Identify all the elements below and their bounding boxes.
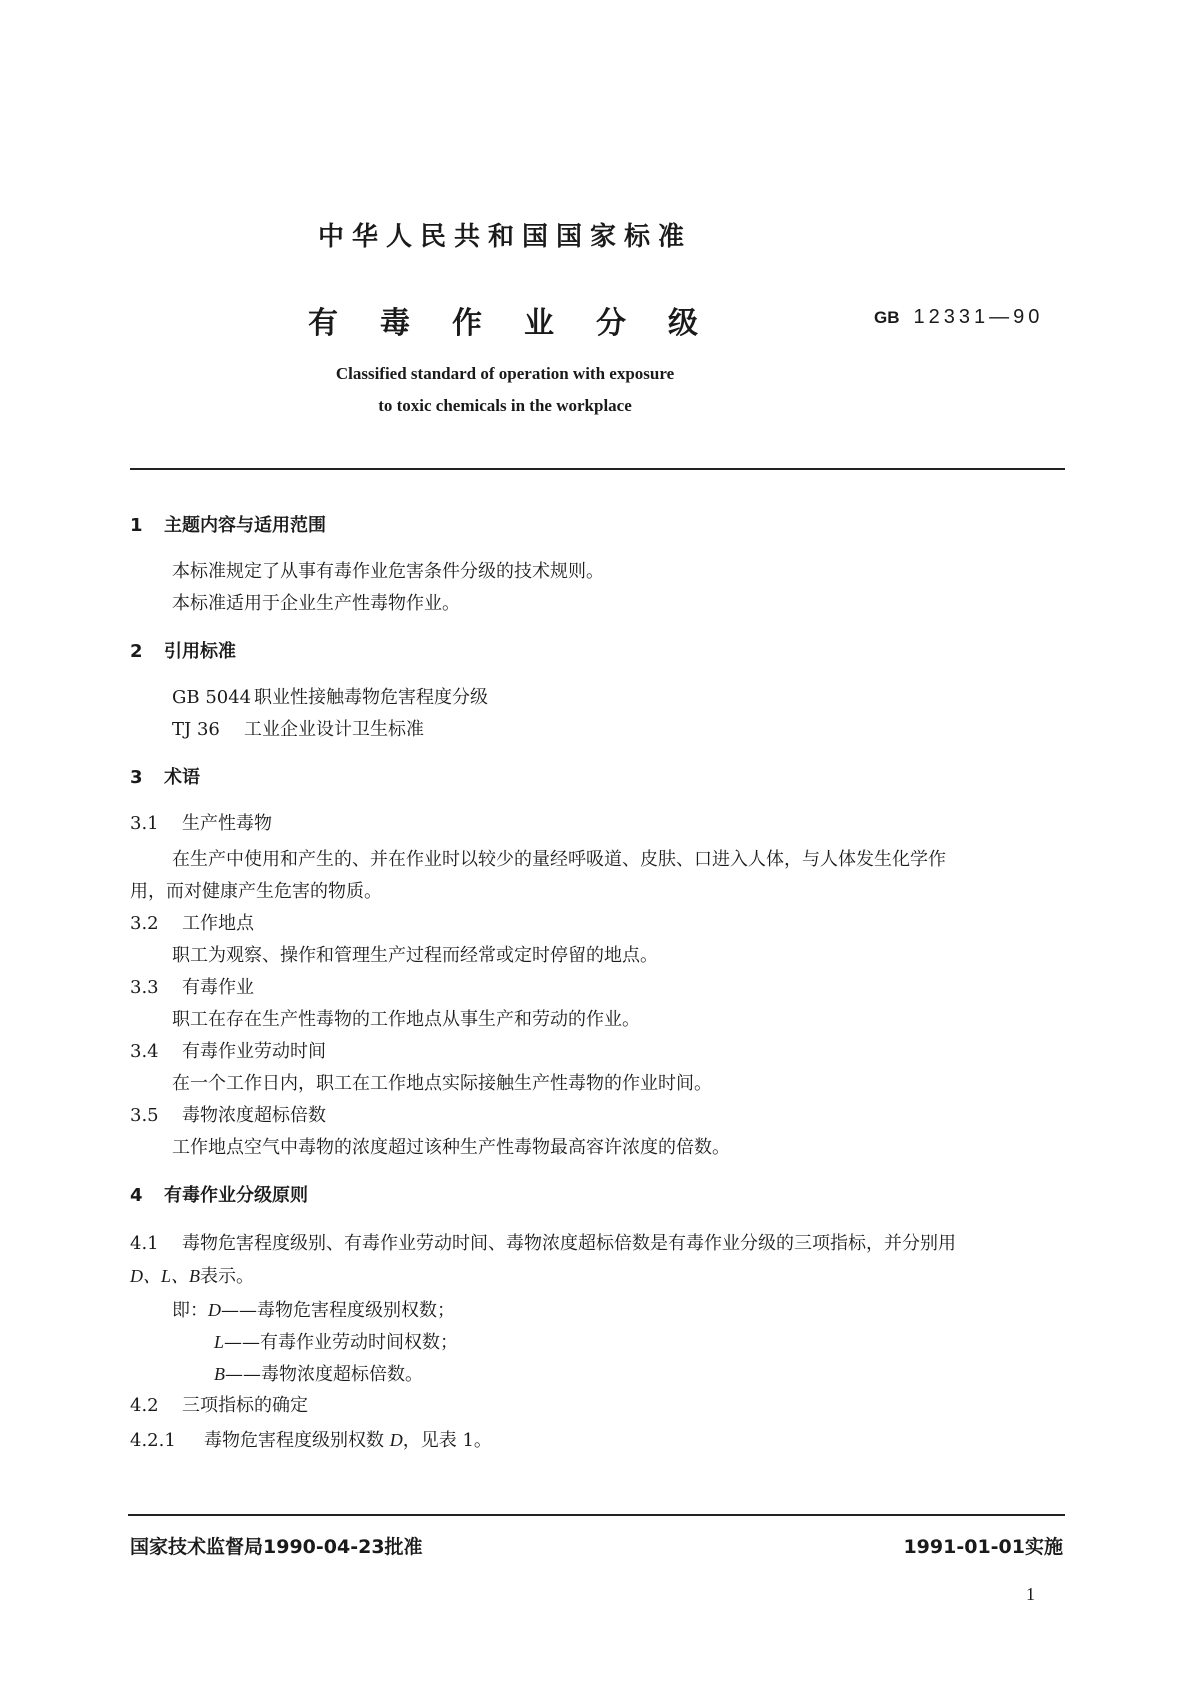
clause-number: 3.5: [130, 1105, 159, 1126]
term-definition: 职工在存在生产性毒物的工作地点从事生产和劳动的作业。: [172, 1009, 640, 1030]
clause-number: 4.2: [130, 1395, 159, 1416]
document-title: 有毒作业分级: [308, 306, 740, 341]
reference-title: 工业企业设计卫生标准: [244, 719, 424, 740]
section-title: 术语: [164, 767, 200, 788]
variable-definition-d: [172, 1298, 455, 1323]
reference-item: [172, 718, 424, 742]
section-number: 4: [130, 1185, 143, 1206]
variable-description: ——有毒作业劳动时间权数；: [224, 1332, 459, 1353]
variable-description: ——毒物危害程度级别权数；: [221, 1300, 455, 1321]
reference-code: GB 5044: [172, 687, 252, 708]
paragraph: 本标准适用于企业生产性毒物作业。: [172, 593, 460, 614]
clause-text: 毒物危害程度级别权数: [204, 1430, 384, 1451]
clause-title: 三项指标的确定: [182, 1395, 308, 1416]
reference-code: TJ 36: [172, 719, 220, 740]
reference-item: [172, 686, 488, 710]
section-title: 引用标准: [164, 641, 236, 662]
section-4-heading: [130, 1184, 308, 1208]
standard-number: [874, 306, 1043, 329]
term-title: 工作地点: [182, 913, 254, 934]
section-3-heading: [130, 766, 200, 790]
english-title-line-2: to toxic chemicals in the workplace: [378, 396, 632, 415]
term-3-4: [130, 1040, 326, 1064]
standard-code: 12331—90: [913, 306, 1044, 328]
page-number: 1: [1026, 1584, 1035, 1604]
variable-description: ——毒物浓度超标倍数。: [225, 1364, 423, 1385]
term-definition: 在一个工作日内，职工在工作地点实际接触生产性毒物的作业时间。: [172, 1073, 712, 1094]
clause-4-2-1: [130, 1428, 492, 1453]
english-title-line-1: Classified standard of operation with exposure: [335, 364, 675, 383]
term-title: 有毒作业劳动时间: [182, 1041, 326, 1062]
term-3-1: [130, 812, 272, 836]
section-2-heading: [130, 640, 236, 664]
section-1-heading: [130, 514, 326, 538]
clause-number: 3.3: [130, 977, 159, 998]
term-3-5: [130, 1104, 326, 1128]
clause-number: 3.2: [130, 913, 159, 934]
reference-title: 职业性接触毒物危害程度分级: [254, 687, 488, 708]
header-divider: [130, 468, 1065, 470]
clause-text: 毒物危害程度级别、有毒作业劳动时间、毒物浓度超标倍数是有毒作业分级的三项指标，并分别用: [182, 1233, 956, 1254]
term-title: 生产性毒物: [182, 813, 272, 834]
term-definition: 在生产中使用和产生的、并在作业时以较少的量经呼吸道、皮肤、口进入人体，与人体发生化学作: [172, 849, 946, 870]
term-definition: 工作地点空气中毒物的浓度超过该种生产性毒物最高容许浓度的倍数。: [172, 1137, 730, 1158]
term-3-2: [130, 912, 254, 936]
variable-symbol: L: [214, 1332, 225, 1352]
clause-continuation: [130, 1264, 254, 1289]
clause-4-2: [130, 1394, 308, 1418]
variable-definition-b: [214, 1362, 423, 1387]
section-number: 2: [130, 641, 143, 662]
variable-list: D、L、B: [130, 1266, 201, 1286]
ie-label: 即：: [172, 1300, 208, 1321]
paragraph: 本标准规定了从事有毒作业危害条件分级的技术规则。: [172, 561, 604, 582]
clause-text: ，见表 1。: [402, 1430, 492, 1451]
variable-symbol: B: [214, 1364, 225, 1384]
variable-symbol: D: [389, 1430, 403, 1450]
clause-text: 表示。: [200, 1266, 255, 1287]
clause-4-1: [130, 1232, 956, 1256]
section-number: 1: [130, 515, 143, 536]
clause-number: 3.1: [130, 813, 159, 834]
standard-prefix: GB: [874, 308, 900, 327]
term-definition: 职工为观察、操作和管理生产过程而经常或定时停留的地点。: [172, 945, 658, 966]
clause-number: 3.4: [130, 1041, 159, 1062]
term-title: 有毒作业: [182, 977, 254, 998]
variable-definition-l: [214, 1330, 458, 1355]
term-title: 毒物浓度超标倍数: [182, 1105, 326, 1126]
national-standard-heading: 中华人民共和国国家标准: [318, 222, 693, 252]
section-title: 有毒作业分级原则: [164, 1185, 308, 1206]
section-title: 主题内容与适用范围: [164, 515, 326, 536]
variable-symbol: D: [208, 1300, 221, 1320]
effective-date: 1991-01-01实施: [903, 1536, 1063, 1558]
term-definition: 用，而对健康产生危害的物质。: [130, 881, 382, 902]
footer-divider: [128, 1514, 1065, 1516]
section-number: 3: [130, 767, 143, 788]
clause-number: 4.2.1: [130, 1430, 176, 1451]
clause-number: 4.1: [130, 1233, 159, 1254]
approval-date: 国家技术监督局1990-04-23批准: [130, 1536, 423, 1558]
term-3-3: [130, 976, 254, 1000]
